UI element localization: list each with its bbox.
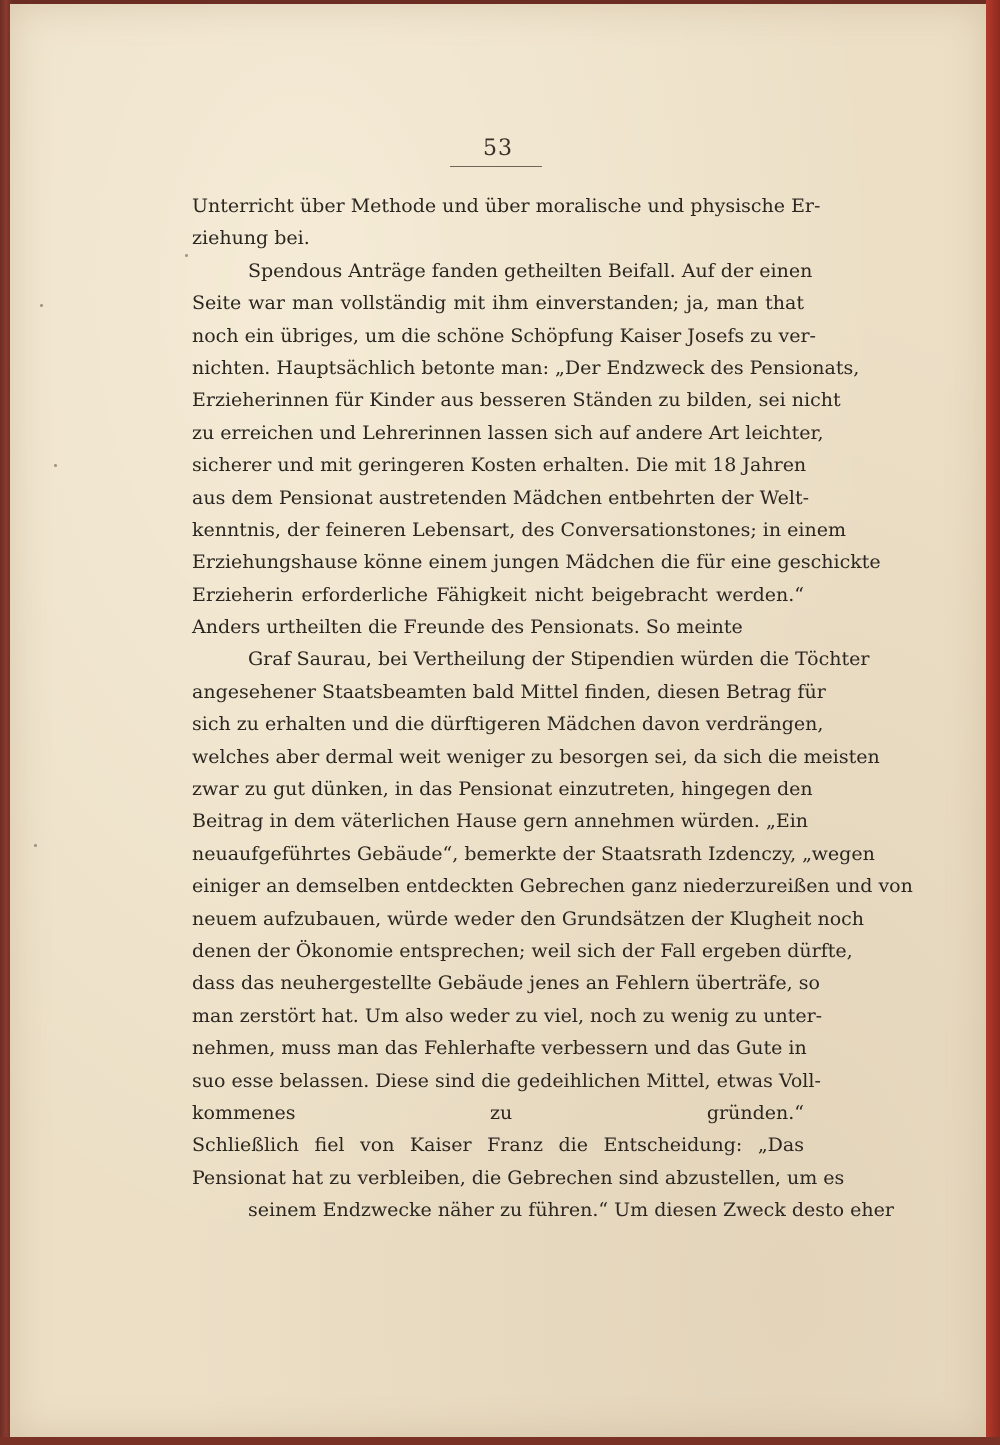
text-line: dass das neuhergestellte Gebäude jenes an Fehlern überträfe, so: [192, 972, 820, 995]
text-line: nehmen, muss man das Fehlerhafte verbessern und das Gute in: [192, 1037, 807, 1060]
text-line: sich zu erhalten und die dürftigeren Mädchen davon verdrängen,: [192, 713, 824, 736]
text-line: man zerstört hat. Um also weder zu viel, noch zu wenig zu unter-: [192, 1004, 823, 1027]
text-line: angesehener Staatsbeamten bald Mittel finden, diesen Betrag für: [192, 680, 826, 703]
text-line: welches aber dermal weit weniger zu besorgen sei, da sich die meisten: [192, 745, 880, 768]
text-line: Seite war man vollständig mit ihm einverstanden; ja, man that: [192, 292, 804, 315]
book-page: [10, 4, 986, 1438]
text-line: Erziehungshause könne einem jungen Mädchen die für eine geschickte: [192, 551, 881, 574]
book-bottom-edge: [0, 1437, 1000, 1445]
text-line: einiger an demselben entdeckten Gebrechen ganz niederzureißen und von: [192, 875, 913, 898]
text-line: ziehung bei.: [192, 227, 310, 250]
page-number-rule: [450, 166, 542, 167]
text-line: neuaufgeführtes Gebäude“, bemerkte der Staatsrath Izdenczy, „wegen: [192, 842, 875, 865]
text-line: noch ein übriges, um die schöne Schöpfung Kaiser Josefs zu ver-: [192, 324, 816, 347]
text-line: Graf Saurau, bei Vertheilung der Stipendien würden die Töchter: [248, 648, 870, 671]
text-line: suo esse belassen. Diese sind die gedeihlichen Mittel, etwas Voll-: [192, 1069, 821, 1092]
text-line: kenntnis, der feineren Lebensart, des Conversationstones; in einem: [192, 518, 846, 541]
book-cover-edge: [986, 0, 1000, 1445]
paper-speck: [54, 464, 57, 467]
text-line: Beitrag in dem väterlichen Hause gern annehmen würden. „Ein: [192, 810, 809, 833]
text-line: Anders urtheilten die Freunde des Pensionats. So meinte: [192, 616, 743, 639]
text-line: Schließlich fiel von Kaiser Franz die Entscheidung: „Das: [192, 1134, 804, 1157]
text-line: Pensionat hat zu verbleiben, die Gebrechen sind abzustellen, um es: [192, 1166, 845, 1189]
text-line: kommenes zu gründen.“: [192, 1101, 804, 1124]
text-line: zwar zu gut dünken, in das Pensionat einzutreten, hingegen den: [192, 778, 813, 801]
text-line: seinem Endzwecke näher zu führen.“ Um diesen Zweck desto eher: [248, 1199, 894, 1222]
paper-speck: [34, 844, 37, 847]
paper-speck: [185, 254, 188, 257]
text-line: Spendous Anträge fanden getheilten Beifall. Auf der einen: [248, 259, 813, 282]
text-line: zu erreichen und Lehrerinnen lassen sich auf andere Art leichter,: [192, 421, 824, 444]
text-line: Erzieherinnen für Kinder aus besseren Ständen zu bilden, sei nicht: [192, 389, 841, 412]
text-line: aus dem Pensionat austretenden Mädchen entbehrten der Welt-: [192, 486, 810, 509]
page-number: 53: [483, 136, 513, 161]
text-line: neuem aufzubauen, würde weder den Grundsätzen der Klugheit noch: [192, 907, 865, 930]
paper-speck: [40, 304, 43, 307]
text-line: nichten. Hauptsächlich betonte man: „Der Endzweck des Pensionats,: [192, 356, 860, 379]
text-line: Unterricht über Methode und über moralische und physische Er-: [192, 195, 821, 217]
text-line: denen der Ökonomie entsprechen; weil sich der Fall ergeben dürfte,: [192, 939, 853, 962]
body-text: [192, 190, 913, 1227]
text-line: Erzieherin erforderliche Fähigkeit nicht beigebracht werden.“: [192, 583, 804, 606]
text-line: sicherer und mit geringeren Kosten erhalten. Die mit 18 Jahren: [192, 454, 807, 477]
